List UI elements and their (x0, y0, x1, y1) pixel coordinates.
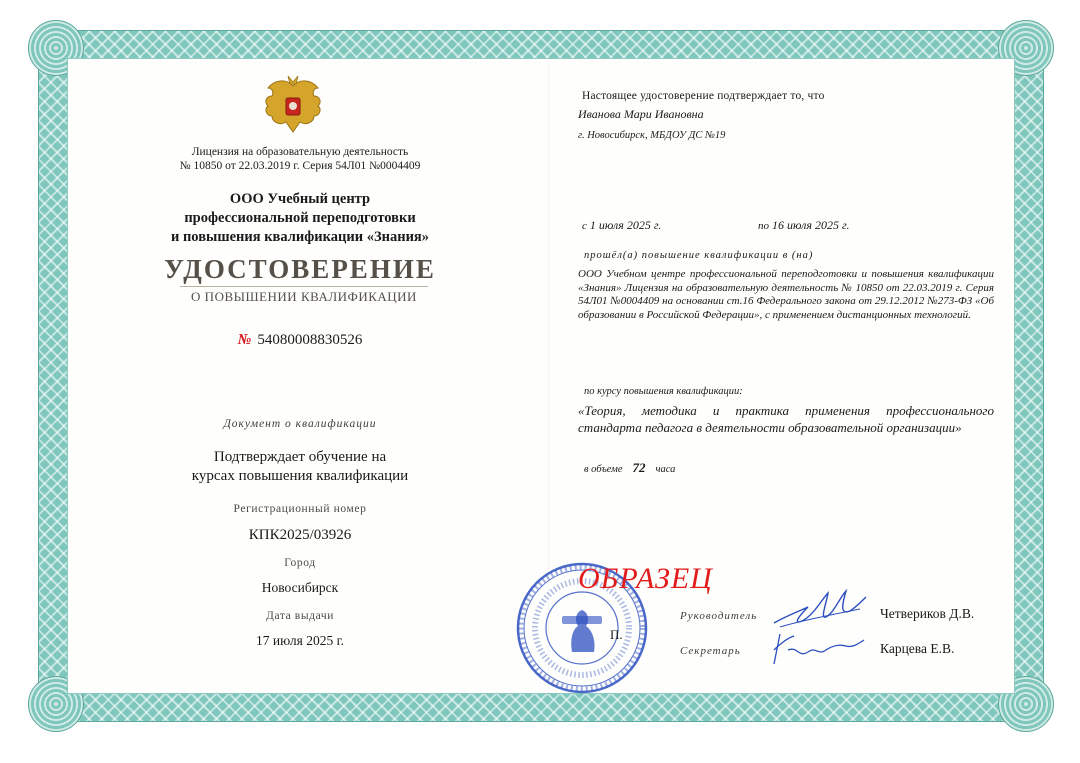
coat-of-arms-icon (258, 72, 328, 142)
volume-hours: 72 (632, 460, 646, 475)
from-label: с (582, 220, 587, 232)
period-end (758, 218, 850, 233)
registration-label: Регистрационный номер (233, 503, 367, 515)
head-name: Четвериков Д.В. (880, 606, 975, 621)
confirmation-text (120, 448, 480, 486)
course-label: по курсу повышения квалификации: (584, 386, 743, 397)
organization-name (120, 190, 480, 247)
holder-workplace: г. Новосибирск, МБДОУ ДС №19 (578, 130, 726, 141)
intro-text: Настоящее удостоверение подтверждает то, что (582, 90, 825, 102)
course-title: «Теория, методика и практика применения профессионального стандарта педагога в деятельности образовательной организации» (578, 403, 994, 435)
passed-text: прошёл(а) повышение квалификации в (на) (584, 250, 814, 261)
license-line: Лицензия на образовательную деятельность (191, 146, 409, 158)
license-line: № 10850 от 22.03.2019 г. Серия 54Л01 №0004409 (179, 160, 421, 172)
sample-watermark: ОБРАЗЕЦ (578, 562, 713, 595)
volume-label: в объеме (584, 464, 623, 475)
course-volume (584, 460, 675, 476)
org-line: профессиональной переподготовки (184, 210, 416, 226)
issue-date-value: 17 июля 2025 г. (256, 633, 344, 648)
registration-number: КПК2025/03926 (248, 527, 352, 543)
city-label: Город (284, 557, 316, 569)
secretary-signature-icon (768, 628, 868, 668)
license-info (120, 145, 480, 173)
org-line: ООО Учебный центр (229, 191, 371, 207)
number-sign: № (237, 332, 252, 348)
document-kind: Документ о квалификации (223, 418, 377, 430)
volume-unit: часа (655, 464, 676, 475)
number-value: 54080008830526 (257, 332, 363, 348)
secretary-role-label: Секретарь (680, 645, 741, 657)
document-number (120, 332, 480, 349)
to-label: по (758, 220, 769, 232)
holder-name: Иванова Мари Ивановна (578, 107, 704, 121)
document-subtitle: О ПОВЫШЕНИИ КВАЛИФИКАЦИИ (180, 286, 428, 305)
document-title: УДОСТОВЕРЕНИЕ (164, 254, 436, 284)
period-start (582, 218, 661, 233)
to-value: 16 июля 2025 г. (772, 218, 850, 232)
head-role-label: Руководитель (680, 610, 758, 622)
from-value: 1 июля 2025 г. (589, 218, 662, 232)
confirms-line: Подтверждает обучение на (213, 449, 387, 465)
confirms-line: курсах повышения квалификации (191, 468, 409, 484)
secretary-name: Карцева Е.В. (880, 641, 955, 656)
institution-paragraph: ООО Учебном центре профессиональной переподготовки и повышения квалификации «Знания» Лицензия на образовательную деятельность № 10850 от 22.03.2019 г. Серия 54Л01 №0004409 на основании ст.16 Федерального закона от 29.12.2012 №273-ФЗ «Об образовании в Российской Федерации», с применением дистанционных технологий. (578, 268, 994, 321)
city-value: Новосибирск (261, 580, 339, 595)
issue-date-label: Дата выдачи (266, 610, 334, 622)
stamp-letter: П. (610, 627, 623, 642)
org-line: и повышения квалификации «Знания» (170, 229, 430, 245)
